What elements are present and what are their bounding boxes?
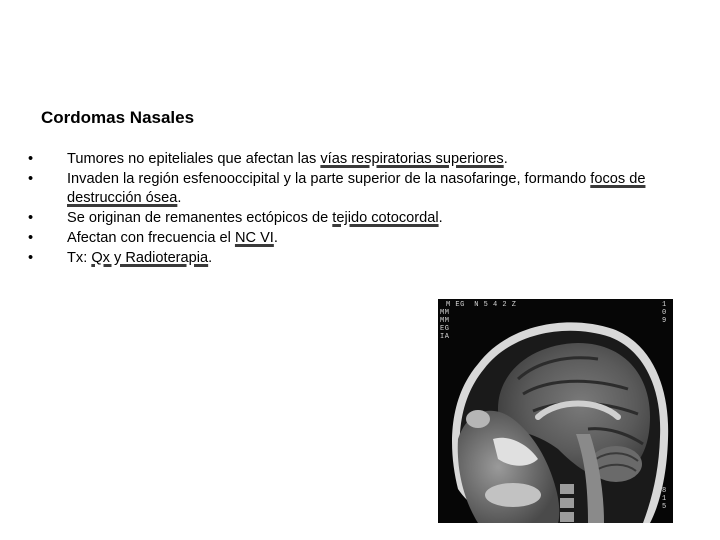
hyperlink-qx-radioterapia[interactable]: Qx y Radioterapia — [91, 250, 209, 266]
hyperlink-vias-respiratorias[interactable]: vías respiratorias superiores — [320, 151, 504, 167]
bullet-item: • Afectan con frecuencia el NC VI. — [28, 230, 278, 246]
bullet-marker: • — [28, 171, 34, 187]
hyperlink-tejido-cotocordal[interactable]: tejido cotocordal — [332, 210, 439, 226]
bullet-marker: • — [28, 230, 34, 246]
bullet-marker: • — [28, 250, 34, 266]
mri-overlay-bottom-right: 8 1 5 — [662, 487, 667, 511]
bullet-item: • Tx: Qx y Radioterapia. — [28, 250, 213, 266]
hyperlink-focos-destruccion[interactable]: focos de destrucción ósea — [67, 171, 646, 206]
bullet-item: • Invaden la región esfenooccipital y la parte superior de la nasofaringe, formando focos de destrucción ósea. — [28, 171, 646, 206]
mri-head-illustration — [438, 299, 673, 523]
mri-overlay-right: 1 0 9 — [662, 301, 667, 325]
mri-overlay-left: MM MM EG IA — [440, 309, 450, 341]
bullet-marker: • — [28, 210, 34, 226]
bullet-item: • Tumores no epiteliales que afectan las vías respiratorias superiores. — [28, 151, 508, 167]
mri-overlay-top: M EG N 5 4 2 Z — [446, 301, 517, 309]
mri-sagittal-image — [438, 299, 673, 523]
bullet-marker: • — [28, 151, 34, 167]
slide-title: Cordomas Nasales — [41, 108, 195, 127]
bullet-item: • Se originan de remanentes ectópicos de tejido cotocordal. — [28, 210, 443, 226]
hyperlink-nc-vi[interactable]: NC VI — [234, 230, 274, 246]
bullet-list — [28, 150, 708, 268]
